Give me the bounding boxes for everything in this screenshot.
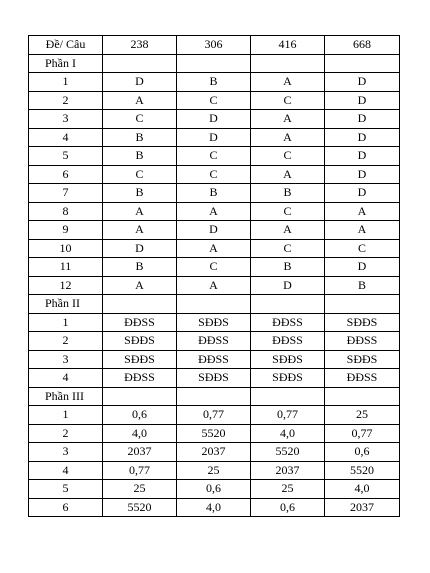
question-number-cell: 2 — [29, 424, 103, 443]
empty-cell — [251, 54, 325, 73]
answer-cell: 2037 — [251, 461, 325, 480]
answer-cell: C — [177, 147, 251, 166]
answer-row — [29, 221, 400, 240]
answer-cell: 5520 — [325, 461, 400, 480]
question-number-cell: 7 — [29, 184, 103, 203]
question-number-cell: 2 — [29, 332, 103, 351]
answer-cell: C — [325, 239, 400, 258]
empty-cell — [325, 54, 400, 73]
answer-cell: D — [325, 147, 400, 166]
empty-cell — [251, 295, 325, 314]
answer-cell: ĐĐSS — [177, 350, 251, 369]
answer-cell: 2037 — [325, 498, 400, 517]
answer-cell: A — [251, 165, 325, 184]
answer-cell: A — [251, 73, 325, 92]
answer-cell: ĐĐSS — [325, 332, 400, 351]
empty-cell — [251, 387, 325, 406]
answer-cell: 2037 — [177, 443, 251, 462]
answer-cell: SĐĐS — [251, 369, 325, 388]
answer-cell: 0,6 — [177, 480, 251, 499]
answer-cell: A — [251, 128, 325, 147]
answer-cell: SĐĐS — [103, 332, 177, 351]
question-number-cell: 1 — [29, 73, 103, 92]
empty-cell — [103, 54, 177, 73]
question-number-cell: 9 — [29, 221, 103, 240]
answer-cell: B — [177, 73, 251, 92]
answer-cell: D — [325, 258, 400, 277]
answer-cell: SĐĐS — [251, 350, 325, 369]
question-number-cell: 6 — [29, 498, 103, 517]
answer-cell: D — [103, 73, 177, 92]
answer-cell: C — [251, 91, 325, 110]
answer-cell: B — [251, 258, 325, 277]
header-cell-code: 416 — [251, 36, 325, 55]
answer-cell: ĐĐSS — [103, 313, 177, 332]
empty-cell — [177, 295, 251, 314]
answer-cell: D — [251, 276, 325, 295]
empty-cell — [177, 387, 251, 406]
answer-row — [29, 424, 400, 443]
question-number-cell: 4 — [29, 128, 103, 147]
answer-cell: C — [177, 91, 251, 110]
answer-cell: 0,6 — [103, 406, 177, 425]
answer-cell: A — [103, 221, 177, 240]
answer-row — [29, 147, 400, 166]
answer-cell: A — [103, 276, 177, 295]
answer-cell: 4,0 — [177, 498, 251, 517]
answer-cell: A — [325, 202, 400, 221]
answer-cell: 0,77 — [251, 406, 325, 425]
question-number-cell: 1 — [29, 313, 103, 332]
answer-cell: A — [177, 202, 251, 221]
answer-row — [29, 313, 400, 332]
answer-row — [29, 498, 400, 517]
answer-cell: 4,0 — [251, 424, 325, 443]
answer-cell: 4,0 — [103, 424, 177, 443]
answer-row — [29, 406, 400, 425]
answer-cell: 25 — [103, 480, 177, 499]
answer-cell: 0,6 — [251, 498, 325, 517]
question-number-cell: 8 — [29, 202, 103, 221]
answer-cell: A — [251, 221, 325, 240]
answer-cell: 25 — [325, 406, 400, 425]
answer-row — [29, 239, 400, 258]
answer-cell: C — [251, 147, 325, 166]
answer-cell: D — [177, 221, 251, 240]
answer-cell: C — [103, 110, 177, 129]
header-cell-question: Đề/ Câu — [29, 36, 103, 55]
answer-row — [29, 350, 400, 369]
answer-cell: A — [177, 239, 251, 258]
answer-cell: ĐĐSS — [325, 369, 400, 388]
question-number-cell: 4 — [29, 369, 103, 388]
answer-cell: B — [103, 147, 177, 166]
answer-cell: ĐĐSS — [177, 332, 251, 351]
answer-cell: 4,0 — [325, 480, 400, 499]
section-header-row — [29, 295, 400, 314]
answer-cell: 0,77 — [103, 461, 177, 480]
answer-cell: D — [325, 110, 400, 129]
empty-cell — [325, 295, 400, 314]
answer-cell: 5520 — [251, 443, 325, 462]
question-number-cell: 3 — [29, 443, 103, 462]
answer-cell: D — [325, 128, 400, 147]
answer-cell: C — [251, 239, 325, 258]
answer-cell: C — [251, 202, 325, 221]
answer-cell: A — [103, 202, 177, 221]
answer-cell: D — [325, 184, 400, 203]
question-number-cell: 5 — [29, 147, 103, 166]
answer-row — [29, 128, 400, 147]
answer-row — [29, 276, 400, 295]
answer-row — [29, 165, 400, 184]
answer-cell: SĐĐS — [325, 350, 400, 369]
answer-cell: ĐĐSS — [251, 313, 325, 332]
question-number-cell: 12 — [29, 276, 103, 295]
answer-cell: B — [325, 276, 400, 295]
answer-cell: ĐĐSS — [103, 369, 177, 388]
header-cell-code: 306 — [177, 36, 251, 55]
answer-cell: 0,6 — [325, 443, 400, 462]
question-number-cell: 11 — [29, 258, 103, 277]
answer-row — [29, 461, 400, 480]
question-number-cell: 3 — [29, 350, 103, 369]
section-title: Phần III — [29, 387, 103, 406]
answer-cell: B — [103, 258, 177, 277]
answer-cell: B — [103, 184, 177, 203]
answer-row — [29, 332, 400, 351]
header-row — [29, 36, 400, 55]
answer-cell: D — [325, 91, 400, 110]
question-number-cell: 6 — [29, 165, 103, 184]
answer-row — [29, 110, 400, 129]
answer-cell: D — [103, 239, 177, 258]
header-cell-code: 668 — [325, 36, 400, 55]
answer-row — [29, 202, 400, 221]
answer-row — [29, 184, 400, 203]
header-cell-code: 238 — [103, 36, 177, 55]
answer-cell: D — [325, 165, 400, 184]
question-number-cell: 3 — [29, 110, 103, 129]
answer-cell: B — [103, 128, 177, 147]
answer-row — [29, 443, 400, 462]
answer-cell: D — [325, 73, 400, 92]
answer-cell: D — [177, 128, 251, 147]
answer-key-table — [28, 35, 400, 517]
answer-cell: 5520 — [177, 424, 251, 443]
question-number-cell: 10 — [29, 239, 103, 258]
answer-row — [29, 258, 400, 277]
answer-cell: A — [177, 276, 251, 295]
empty-cell — [103, 295, 177, 314]
answer-cell: B — [251, 184, 325, 203]
answer-cell: 0,77 — [177, 406, 251, 425]
section-title: Phần I — [29, 54, 103, 73]
question-number-cell: 1 — [29, 406, 103, 425]
answer-row — [29, 73, 400, 92]
question-number-cell: 4 — [29, 461, 103, 480]
answer-cell: C — [103, 165, 177, 184]
section-title: Phần II — [29, 295, 103, 314]
answer-cell: 25 — [177, 461, 251, 480]
answer-cell: 25 — [251, 480, 325, 499]
answer-cell: A — [325, 221, 400, 240]
answer-cell: C — [177, 165, 251, 184]
answer-cell: SĐĐS — [177, 369, 251, 388]
answer-key-body — [29, 36, 400, 517]
section-header-row — [29, 54, 400, 73]
answer-cell: ĐĐSS — [251, 332, 325, 351]
answer-row — [29, 91, 400, 110]
question-number-cell: 2 — [29, 91, 103, 110]
answer-cell: A — [251, 110, 325, 129]
answer-cell: B — [177, 184, 251, 203]
answer-cell: SĐĐS — [325, 313, 400, 332]
section-header-row — [29, 387, 400, 406]
answer-cell: 0,77 — [325, 424, 400, 443]
answer-row — [29, 369, 400, 388]
answer-cell: SĐĐS — [177, 313, 251, 332]
question-number-cell: 5 — [29, 480, 103, 499]
answer-cell: 2037 — [103, 443, 177, 462]
answer-cell: SĐĐS — [103, 350, 177, 369]
empty-cell — [177, 54, 251, 73]
empty-cell — [325, 387, 400, 406]
answer-cell: D — [177, 110, 251, 129]
answer-row — [29, 480, 400, 499]
empty-cell — [103, 387, 177, 406]
answer-cell: C — [177, 258, 251, 277]
answer-cell: 5520 — [103, 498, 177, 517]
answer-cell: A — [103, 91, 177, 110]
